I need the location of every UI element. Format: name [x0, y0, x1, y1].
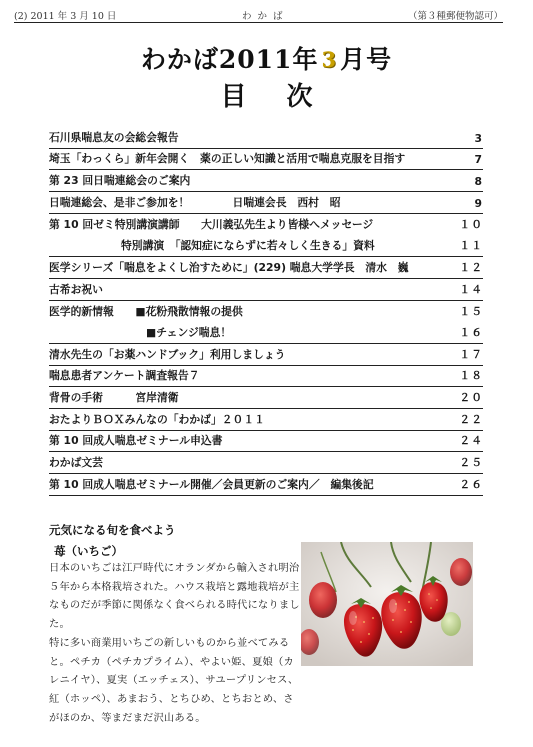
toc-entry-page: ２６: [459, 477, 483, 491]
toc-entry-page: １５: [459, 305, 483, 319]
toc-entry: [49, 366, 483, 388]
table-of-contents: [49, 127, 483, 496]
toc-entry: [49, 235, 483, 257]
toc-entry-title: 第 10 回成人喘息ゼミナール開催／会員更新のご案内／ 編集後記: [49, 477, 374, 491]
toc-entry: [49, 409, 483, 431]
toc-entry-title: 石川県喘息友の会総会報告: [49, 130, 179, 144]
toc-entry-title: 喘息患者アンケート調査報告７: [49, 369, 200, 383]
toc-entry: [49, 301, 483, 323]
toc-entry: [49, 344, 483, 366]
toc-entry: [49, 474, 483, 496]
toc-entry-page: １２: [459, 260, 483, 274]
toc-entry: [49, 149, 483, 171]
toc-entry: [49, 279, 483, 301]
toc-entry-page: １４: [459, 282, 483, 296]
toc-entry-page: １０: [459, 218, 483, 232]
toc-entry: [49, 452, 483, 474]
toc-entry-title: 医学シリーズ「喘息をよくし治すために」(229) 喘息大学学長 清水 巍: [49, 260, 409, 274]
toc-entry-page: ２０: [459, 390, 483, 404]
toc-entry: [49, 431, 483, 453]
toc-entry-page: １１: [459, 239, 483, 253]
toc-entry-page: 8: [474, 175, 483, 189]
article-heading: 苺（いちご）: [54, 544, 123, 558]
toc-entry-title: おたよりＢＯＸみんなの「わかば」２０１１: [49, 412, 265, 426]
toc-entry-title: 日喘連総会、是非ご参加を！ 日喘連会長 西村 昭: [49, 195, 341, 209]
toc-entry-title: 清水先生の「お薬ハンドブック」利用しましょう: [49, 347, 286, 361]
issue-date: (2) 2011 年 3 月 10 日: [14, 11, 117, 22]
toc-entry-title: 第 10 回成人喘息ゼミナール申込書: [49, 434, 223, 448]
toc-entry-page: １７: [459, 347, 483, 361]
toc-entry: [49, 257, 483, 279]
toc-entry-page: 7: [474, 153, 483, 167]
postal-permit: （第３種郵便物認可）: [407, 11, 503, 22]
strawberry-image: [301, 542, 473, 666]
toc-entry-title: ■チェンジ喘息！: [146, 325, 232, 339]
toc-entry: [49, 127, 483, 149]
strawberry-photo: [301, 542, 473, 666]
toc-entry-title: 第 10 回ゼミ特別講演講師 大川義弘先生より皆様へメッセージ: [49, 218, 374, 232]
toc-entry-page: １６: [459, 325, 483, 339]
toc-entry: [49, 170, 483, 192]
article-body: [49, 559, 301, 727]
toc-entry-page: ２５: [459, 456, 483, 469]
toc-entry: [49, 322, 483, 344]
toc-entry-title: 第 23 回日喘連総会のご案内: [49, 174, 191, 188]
toc-entry-title: 医学的新情報 ■花粉飛散情報の提供: [49, 305, 243, 319]
toc-entry-title: 古希お祝い: [49, 282, 103, 296]
newsletter-name: わかば: [242, 11, 289, 22]
toc-entry-title: 背骨の手術 宮岸清衛: [49, 390, 179, 404]
toc-entry-title: わかば文芸: [49, 456, 103, 469]
contents-heading: 目次: [220, 82, 353, 112]
issue-title-suffix: 月号: [340, 45, 393, 74]
article-paragraph: 特に多い商業用いちごの新しいものから並べてみると。ペチカ（ペチカプライム）、やよい姫、夏娘（カレニイヤ）、夏実（エッチェス）、サユープリンセス、紅（ホッペ）、あまおう、とちひめ、とちおとめ、さがほのか、等まだまだ沢山ある。: [49, 636, 299, 724]
toc-entry: [49, 214, 483, 236]
toc-entry-title: 埼玉「わっくら」新年会開く 薬の正しい知識と活用で喘息克服を目指す: [49, 152, 406, 166]
toc-entry: [49, 192, 483, 214]
toc-entry-page: ２２: [459, 412, 483, 426]
toc-entry-page: 3: [474, 131, 483, 145]
toc-entry-page: 9: [474, 196, 483, 210]
issue-month: 3: [321, 47, 338, 72]
toc-entry-title: 特別講演 「認知症にならずに若々しく生きる」資料: [121, 239, 375, 253]
issue-title: [0, 40, 533, 76]
page-header: [14, 6, 503, 23]
toc-entry-page: １８: [459, 369, 483, 383]
section-heading: 元気になる旬を食べよう: [49, 523, 176, 537]
issue-title-prefix: わかば2011年: [140, 45, 319, 74]
toc-entry: [49, 387, 483, 409]
article-paragraph: 日本のいちごは江戸時代にオランダから輸入され明治５年から本格栽培された。ハウス栽培と露地栽培が主なものだが季節に関係なく食べられる時代になりました。: [49, 562, 300, 631]
toc-entry-page: ２４: [459, 434, 483, 448]
